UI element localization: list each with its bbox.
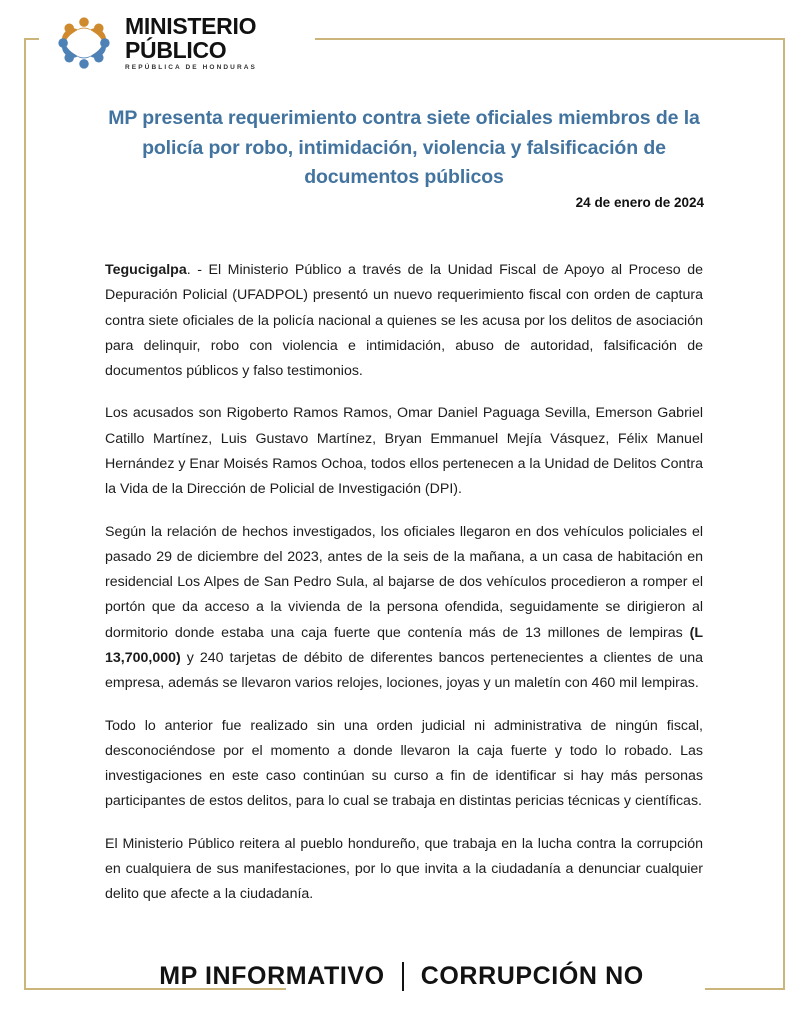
org-subtitle: REPÚBLICA DE HONDURAS [125, 64, 257, 72]
organization-wordmark [125, 14, 257, 72]
paragraph-3 [105, 520, 703, 697]
footer-label-left: MP INFORMATIVO [159, 962, 385, 990]
frame-border-top-left [24, 38, 39, 40]
paragraph-5: El Ministerio Público reitera al pueblo hondureño, que trabaja en la lucha contra la corrupción en cualquiera de sus manifestaciones, por lo que invita a la ciudadanía a denunciar cualquier delito que afecte a la ciudadanía. [105, 835, 703, 903]
frame-border-left [24, 38, 26, 990]
footer-divider [402, 962, 404, 991]
paragraph-2: Los acusados son Rigoberto Ramos Ramos, Omar Daniel Paguaga Sevilla, Emerson Gabriel Catillo Martínez, Luis Gustavo Martínez, Bryan Emmanuel Mejía Vásquez, Félix Manuel Hernández y Enar Moisés Ramos Ochoa, todos ellos pertenecen a la Unidad de Delitos Contra la Vida de la Dirección de Policial de Investigación (DPI). [105, 405, 703, 498]
paragraph-3-text-before: Según la relación de hechos investigados, los oficiales llegaron en dos vehículos policiales el pasado 29 de diciembre del 2023, antes de la seis de la mañana, a un casa de habitación en residencial Los Alpes de San Pedro Sula, al bajarse de dos vehículos procedieron a romper el portón que da acceso a la vivienda de la persona ofendida, seguidamente se dirigieron al dormitorio donde estaba una caja fuerte que contenía más de 13 millones de lempiras [105, 523, 703, 641]
paragraph-3-text-after: y 240 tarjetas de débito de diferentes bancos pertenecientes a clientes de una empresa, además se llevaron varios relojes, lociones, joyas y un maletín con 460 mil lempiras. [105, 649, 703, 692]
article-body [105, 258, 703, 907]
mp-ring-figures-logo-icon [55, 14, 113, 72]
org-name-line-1: MINISTERIO [125, 13, 257, 40]
paragraph-4: Todo lo anterior fue realizado sin una orden judicial ni administrativa de ningún fiscal, desconociéndose por el momento a donde llevaron la caja fuerte y todo lo robado. Las investigaciones en este caso continúan su curso a fin de identificar si hay más personas participantes de estos delitos, para lo cual se trabaja en distintas pericias técnicas y científicas. [105, 717, 703, 810]
stolen-amount: (L 13,700,000) [105, 624, 703, 666]
paragraph-1 [105, 258, 703, 384]
publication-date: 24 de enero de 2024 [575, 195, 704, 210]
paragraph-1-text: . - El Ministerio Público a través de la Unidad Fiscal de Apoyo al Proceso de Depuración Policial (UFADPOL) presentó un nuevo requerimiento fiscal con orden de captura contra siete oficiales de la policía nacional a quienes se les acusa por los delitos de asociación para delinquir, robo con violencia e intimidación, abuso de autoridad, falsificación de documentos públicos y falso testimonios. [105, 262, 703, 380]
masthead [55, 8, 315, 78]
frame-border-right [783, 38, 785, 990]
footer-label-right: CORRUPCIÓN NO [420, 962, 644, 990]
footer [0, 962, 803, 991]
org-name-line-2: PÚBLICO [125, 37, 227, 64]
dateline-city: Tegucigalpa [105, 262, 187, 278]
page-title: MP presenta requerimiento contra siete oficiales miembros de la policía por robo, intimidación, violencia y falsificación de documentos públicos [108, 107, 700, 189]
